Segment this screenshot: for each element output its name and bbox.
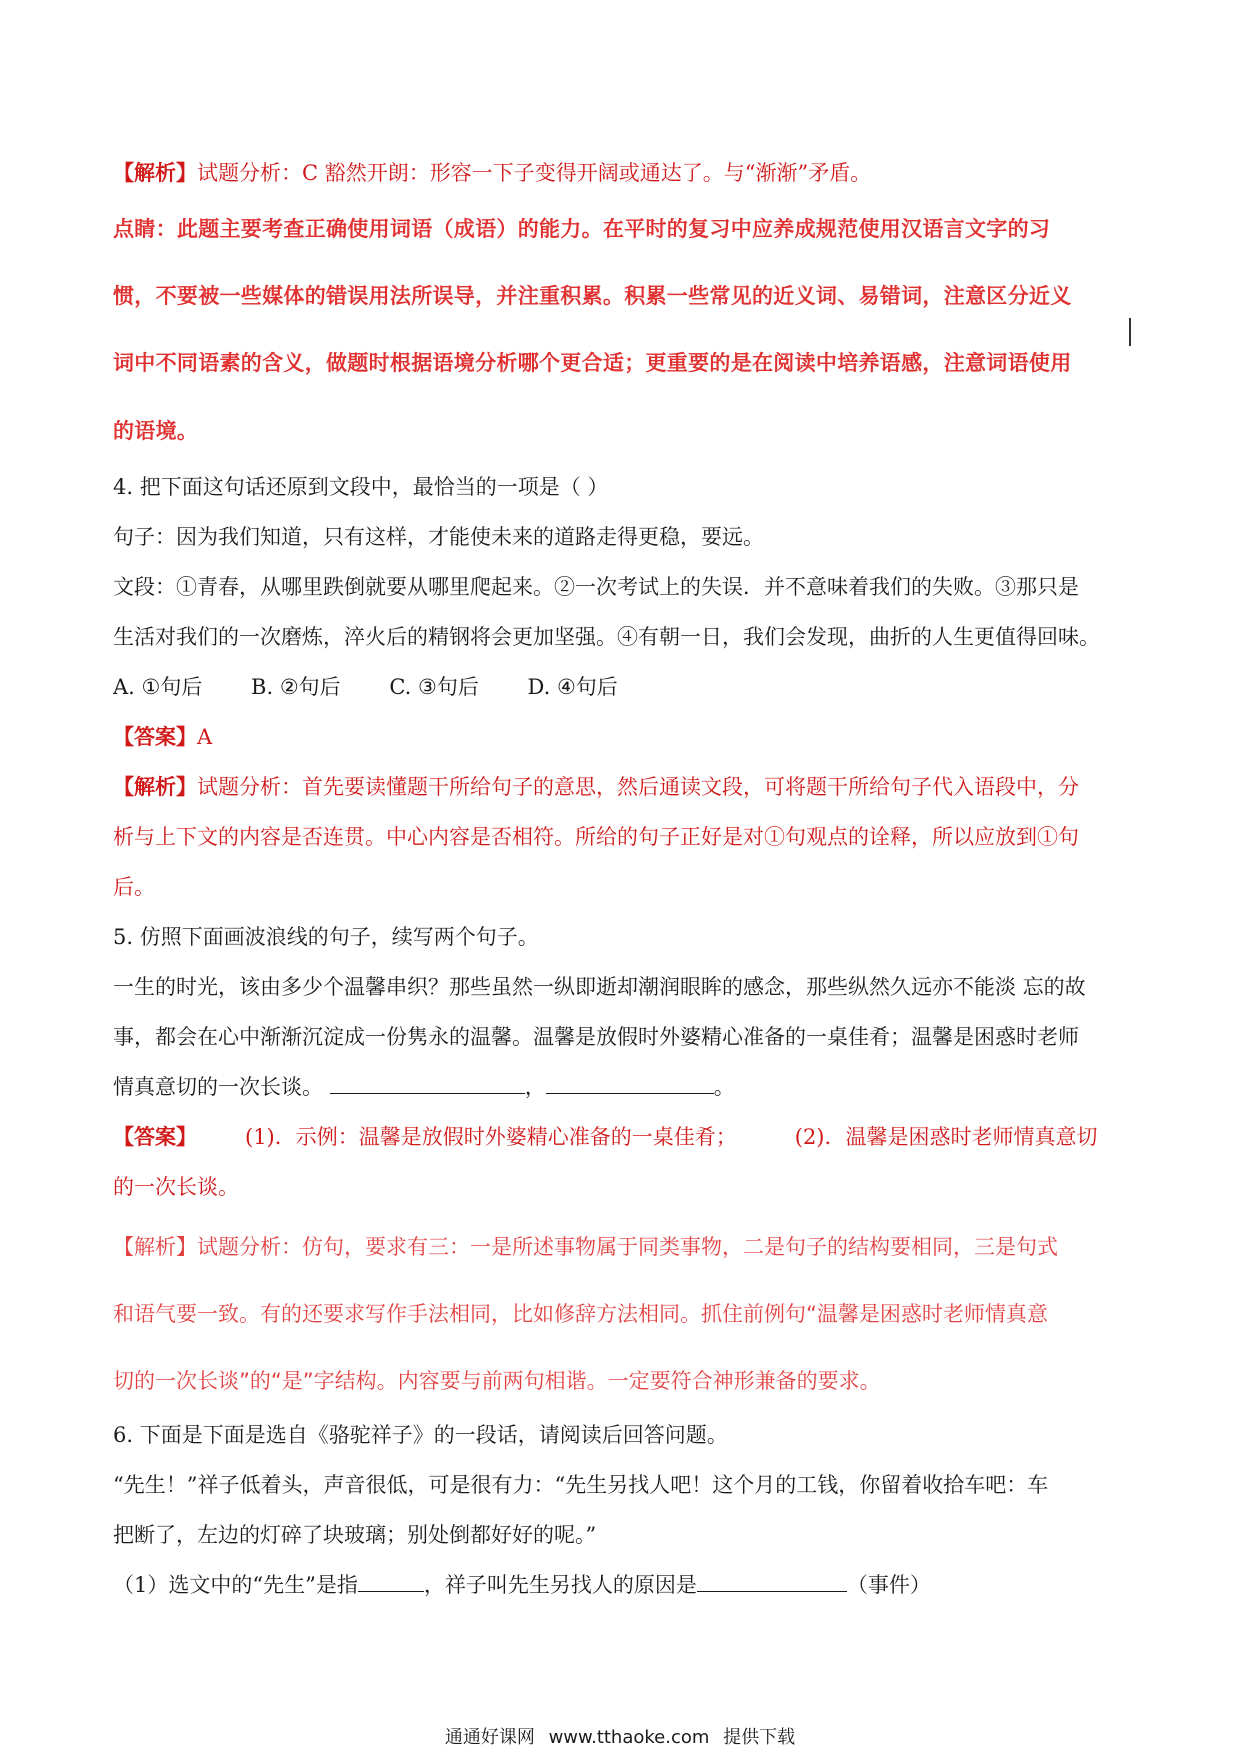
q4-answer-value: A [197,725,213,749]
answer-tag: 【答案】 [113,724,197,749]
q6-line-1: “先生！”祥子低着头，声音很低，可是很有力：“先生另找人吧！这个月的工钱，你留着收拾车吧：车 [113,1473,1049,1497]
q4-passage-line-2: 生活对我们的一次磨炼，淬火后的精钢将会更加坚强。④有朝一日，我们会发现，曲折的人生更值得回味。 [113,625,1100,649]
q3-tip-line-2: 惯，不要被一些媒体的错误用法所误导，并注重积累。积累一些常见的近义词、易错词，注意区分近义 [113,284,1072,308]
footer-suffix: 提供下载 [723,1727,796,1748]
q4-analysis-line-2: 析与上下文的内容是否连贯。中心内容是否相符。所给的句子正好是对①句观点的诠释，所以应放到①句 [113,825,1079,849]
q5-answer-line-2: 的一次长谈。 [113,1175,239,1199]
text-cursor-mark [1129,318,1131,346]
q3-tip-line-1: 点睛：此题主要考查正确使用词语（成语）的能力。在平时的复习中应养成规范使用汉语言文字的习 [113,217,1051,241]
q5-answer-part-2: (2)．温馨是困惑时老师情真意切 [794,1125,1098,1149]
q4-option-d: D. ④句后 [527,675,618,699]
q4-answer [113,722,1133,752]
q5-line-3-text: 情真意切的一次长谈。 [113,1075,323,1099]
q4-option-b: B. ②句后 [251,675,341,699]
analysis-tag: 【解析】 [113,160,197,185]
q5-line-3 [113,1072,1133,1102]
q6-sub1-text-a: （1）选文中的“先生”是指 [113,1573,358,1597]
q5-analysis-line-2: 和语气要一致。有的还要求写作手法相同，比如修辞方法相同。抓住前例句“温馨是困惑时老师情真意 [113,1302,1048,1326]
q6-sub1-text-c: （事件） [846,1573,931,1597]
answer-tag: 【答案】 [113,1124,197,1149]
q3-tip-line-4: 的语境。 [113,419,199,443]
q5-analysis-line-3: 切的一次长谈”的“是”字结构。内容要与前两句相谐。一定要符合神形兼备的要求。 [113,1369,881,1393]
q4-option-c: C. ③句后 [389,675,479,699]
q3-analysis-text: 试题分析：C 豁然开朗：形容一下子变得开阔或通达了。与“渐渐”矛盾。 [197,161,872,185]
q4-analysis-line-1 [113,772,1133,802]
q5-line-end: 。 [713,1075,735,1099]
footer-url[interactable]: www.tthaoke.com [548,1727,710,1748]
q6-blank-2[interactable] [697,1571,847,1592]
footer-site-name: 通通好课网 [444,1727,535,1748]
q5-answer [113,1122,1133,1152]
q6-sub1-text-b: ，祥子叫先生另找人的原因是 [423,1573,697,1597]
q4-passage-line-1: 文段：①青春，从哪里跌倒就要从哪里爬起来。②一次考试上的失误．并不意味着我们的失败。③那只是 [113,575,1079,599]
q6-blank-1[interactable] [358,1571,424,1592]
q4-options [113,672,1133,702]
q5-separator: ， [524,1075,546,1099]
q4-stem: 4. 把下面这句话还原到文段中，最恰当的一项是（ ） [113,475,609,499]
q3-analysis [113,158,1133,188]
q6-stem: 6. 下面是下面是选自《骆驼祥子》的一段话，请阅读后回答问题。 [113,1423,728,1447]
q6-line-2: 把断了，左边的灯碎了块玻璃；别处倒都好好的呢。” [113,1523,597,1547]
q5-line-2: 事，都会在心中渐渐沉淀成一份隽永的温馨。温馨是放假时外婆精心准备的一桌佳肴；温馨是困惑时老师 [113,1025,1079,1049]
q4-analysis-text-1: 试题分析：首先要读懂题干所给句子的意思，然后通读文段，可将题干所给句子代入语段中，分 [197,775,1079,799]
q5-answer-part-1: (1)．示例：温馨是放假时外婆精心准备的一桌佳肴； [245,1125,737,1149]
q5-blank-1[interactable] [330,1073,525,1094]
q4-option-a: A. ①句后 [113,675,203,699]
q6-sub-question-1 [113,1570,1133,1600]
analysis-tag: 【解析】 [113,774,197,799]
q4-analysis-line-3: 后。 [113,875,155,899]
page-footer [0,1723,1240,1749]
q3-tip-line-3: 词中不同语素的含义，做题时根据语境分析哪个更合适；更重要的是在阅读中培养语感，注意词语使用 [113,351,1072,375]
q5-analysis-line-1: 【解析】试题分析：仿句，要求有三：一是所述事物属于同类事物，二是句子的结构要相同，三是句式 [113,1235,1058,1259]
q5-line-1: 一生的时光，该由多少个温馨串织？那些虽然一纵即逝却潮润眼眸的感念，那些纵然久远亦不能淡 忘的故 [113,975,1086,999]
q5-blank-2[interactable] [546,1073,714,1094]
q4-sentence: 句子：因为我们知道，只有这样，才能使未来的道路走得更稳，要远。 [113,525,764,549]
q5-stem: 5. 仿照下面画波浪线的句子，续写两个句子。 [113,925,539,949]
